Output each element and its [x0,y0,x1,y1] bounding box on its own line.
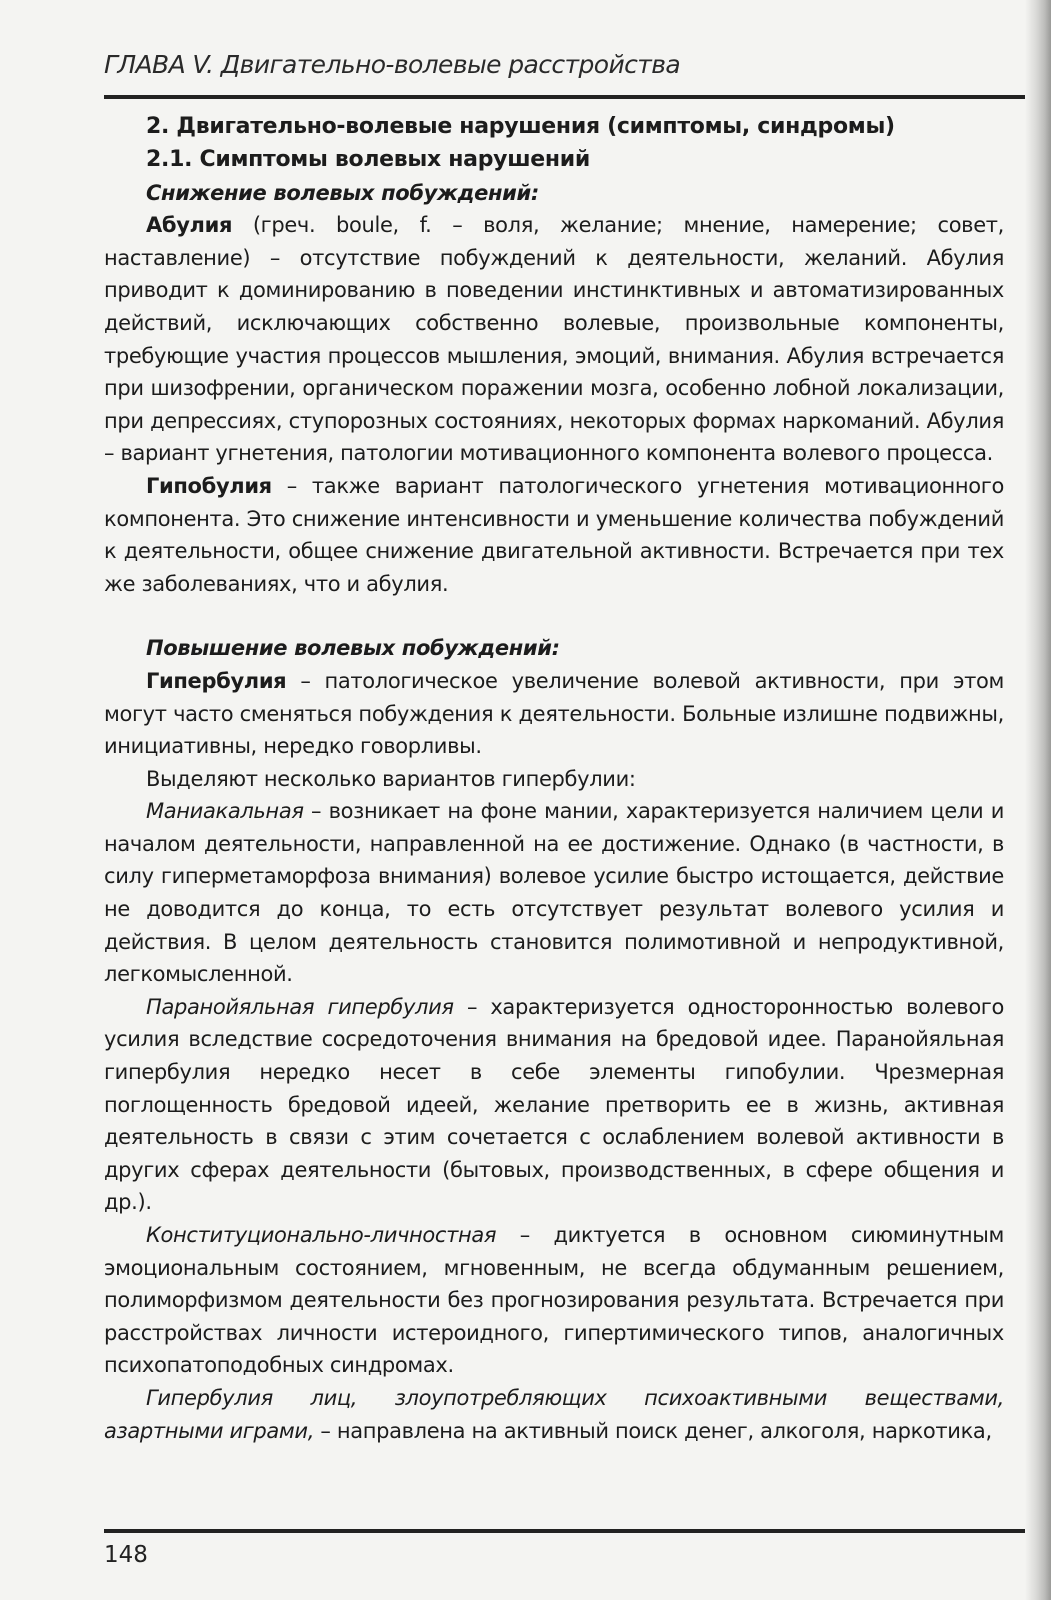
paranoid-text: – характеризуется односторонностью волевого усилия вследствие сосредоточения внимания на бредовой идее. Паранойяльная гипербулия нередко несет в себе элементы гипобулии. Чрезмерная поглощенность бредовой идеей, желание претворить ее в жизнь, активная деятельность в связи с этим сочетается с ослаблением волевой активности в других сферах деятельности (бытовых, производственных, в сфере общения и др.). [104,994,1004,1215]
paragraph-hypobulia [104,470,1004,600]
hyperbulia-text: – патологическое увеличение волевой активности, при этом могут часто сменяться побуждения к деятельности. Больные излишне подвижны, инициативны, нередко говорливы. [104,668,1004,759]
running-head: ГЛАВА V. Двигательно-волевые расстройства [104,50,681,79]
paragraph-substance [104,1382,1004,1447]
term-paranoid: Паранойяльная гипербулия [146,994,454,1019]
term-manic: Маниакальная [146,799,304,824]
page-edge-shadow [1025,0,1051,1600]
paragraph-manic [104,795,1004,991]
increase-heading: Повышение волевых побуждений: [146,636,560,661]
decrease-heading: Снижение волевых побуждений: [146,180,539,205]
header-rule [104,95,1026,99]
term-constitutional: Конституционально-личностная [146,1223,497,1247]
term-hyperbulia: Гипербулия [146,668,287,693]
constitutional-text: – диктуется в основном сиюминутным эмоциональным состоянием, мгновенным, не всегда обдуманным решением, полиморфизмом деятельности без прогнозирования результата. Встречается при расстройствах личности истероидного, гипертимического типов, аналогичных психопатоподобных синдромах. [104,1223,1004,1378]
paragraph-paranoid [104,991,1004,1219]
page-body [104,110,1004,1447]
paragraph-hyperbulia [104,665,1004,763]
term-abulia: Абулия [146,213,233,238]
abulia-text: (греч. boule, f. – воля, желание; мнение, намерение; совет, наставление) – отсутствие побуждений к деятельности, желаний. Абулия приводит к доминированию в поведении инстинктивных и автоматизированных действий, исключающих собственно волевые, произвольные компоненты, требующие участия процессов мышления, эмоций, внимания. Абулия встречается при шизофрении, органическом поражении мозга, особенно лобной локализации, при депрессиях, ступорозных состояниях, некоторых формах наркоманий. Абулия – вариант угнетения, патологии мотивационного компонента волевого процесса. [104,213,1004,466]
subsection-title: 2.1. Симптомы волевых нарушений [146,147,591,172]
paragraph-abulia [104,209,1004,470]
manic-text: – возникает на фоне мании, характеризуется наличием цели и началом деятельности, направленной на ее достижение. Однако (в частности, в силу гиперметаморфоза внимания) волевое усилие быстро истощается, действие не доводится до конца, то есть отсутствует результат волевого усилия и действия. В целом деятельность становится полимотивной и непродуктивной, легкомысленной. [104,799,1004,987]
page-number: 148 [104,1542,148,1568]
section-title: 2. Двигательно-волевые нарушения (симптомы, синдромы) [146,114,895,139]
paragraph-constitutional [104,1219,1004,1382]
footer-rule [104,1529,1026,1533]
substance-text: – направлена на активный поиск денег, алкоголя, наркотика, [314,1418,992,1443]
paragraph-variants-intro: Выделяют несколько вариантов гипербулии: [146,766,636,791]
hypobulia-text: – также вариант патологического угнетения мотивационного компонента. Это снижение интенсивности и уменьшение количества побуждений к деятельности, общее снижение двигательной активности. Встречается при тех же заболеваниях, что и абулия. [104,473,1004,596]
term-substance: Гипербулия лиц, злоупотребляющих психоактивными веществами, азартными играми, [104,1385,1004,1443]
term-hypobulia: Гипобулия [146,473,272,498]
